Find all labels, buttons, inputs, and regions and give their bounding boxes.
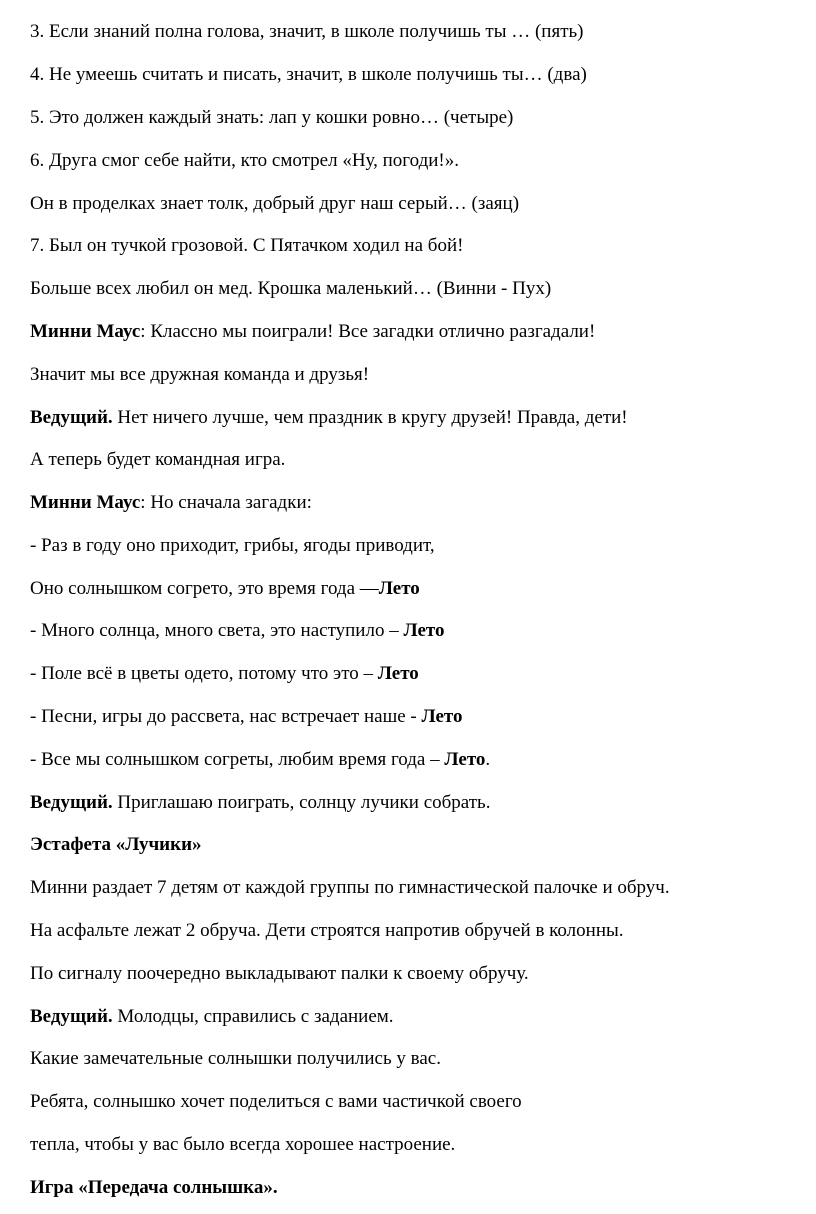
text-line: Ребята, солнышко хочет поделиться с вами частичкой своего bbox=[30, 1091, 522, 1112]
riddle-line: Оно солнышком согрето, это время года —Лето bbox=[30, 578, 420, 599]
speaker-name: Минни Маус bbox=[30, 492, 141, 513]
speaker-name: Минни Маус bbox=[30, 321, 141, 342]
text-line: 3. Если знаний полна голова, значит, в школе получишь ты … (пять) bbox=[30, 21, 584, 42]
riddle-answer: Лето bbox=[377, 663, 419, 684]
speaker-line: Минни Маус: Но сначала загадки: bbox=[30, 492, 312, 513]
riddle-line: - Поле всё в цветы одето, потому что это – Лето bbox=[30, 663, 419, 684]
section-heading: Эстафета «Лучики» bbox=[30, 834, 202, 855]
riddle-answer: Лето bbox=[403, 620, 445, 641]
text-line: А теперь будет командная игра. bbox=[30, 449, 286, 470]
text-line: Он в проделках знает толк, добрый друг наш серый… (заяц) bbox=[30, 193, 520, 214]
text-line: Значит мы все дружная команда и друзья! bbox=[30, 364, 370, 385]
text-line: Больше всех любил он мед. Крошка маленький… (Винни - Пух) bbox=[30, 278, 552, 299]
text-line: По сигналу поочередно выкладывают палки к своему обручу. bbox=[30, 963, 529, 984]
riddle-answer: Лето bbox=[444, 749, 486, 770]
section-heading: Игра «Передача солнышка». bbox=[30, 1177, 278, 1198]
text-line: На асфальте лежат 2 обруча. Дети строятся напротив обручей в колонны. bbox=[30, 920, 624, 941]
speaker-line: Минни Маус: Классно мы поиграли! Все загадки отлично разгадали! bbox=[30, 321, 596, 342]
speaker-name: Ведущий. bbox=[30, 407, 113, 428]
text-line: 6. Друга смог себе найти, кто смотрел «Ну, погоди!». bbox=[30, 150, 459, 171]
text-line: Минни раздает 7 детям от каждой группы по гимнастической палочке и обруч. bbox=[30, 877, 670, 898]
text-line: 7. Был он тучкой грозовой. С Пятачком ходил на бой! bbox=[30, 235, 464, 256]
riddle-answer: Лето bbox=[378, 578, 420, 599]
speaker-name: Ведущий. bbox=[30, 1006, 113, 1027]
speaker-line: Ведущий. Нет ничего лучше, чем праздник в кругу друзей! Правда, дети! bbox=[30, 407, 628, 428]
text-line: 5. Это должен каждый знать: лап у кошки ровно… (четыре) bbox=[30, 107, 514, 128]
text-line: Какие замечательные солнышки получились у вас. bbox=[30, 1048, 441, 1069]
riddle-line: - Все мы солнышком согреты, любим время года – Лето. bbox=[30, 749, 491, 770]
riddle-answer: Лето bbox=[421, 706, 463, 727]
text-line: тепла, чтобы у вас было всегда хорошее настроение. bbox=[30, 1134, 456, 1155]
text-line: 4. Не умеешь считать и писать, значит, в школе получишь ты… (два) bbox=[30, 64, 587, 85]
riddle-line: - Много солнца, много света, это наступило – Лето bbox=[30, 620, 445, 641]
speaker-line: Ведущий. Молодцы, справились с заданием. bbox=[30, 1006, 394, 1027]
speaker-name: Ведущий. bbox=[30, 792, 113, 813]
riddle-line: - Песни, игры до рассвета, нас встречает наше - Лето bbox=[30, 706, 463, 727]
text-line: - Раз в году оно приходит, грибы, ягоды приводит, bbox=[30, 535, 435, 556]
speaker-line: Ведущий. Приглашаю поиграть, солнцу лучики собрать. bbox=[30, 792, 491, 813]
